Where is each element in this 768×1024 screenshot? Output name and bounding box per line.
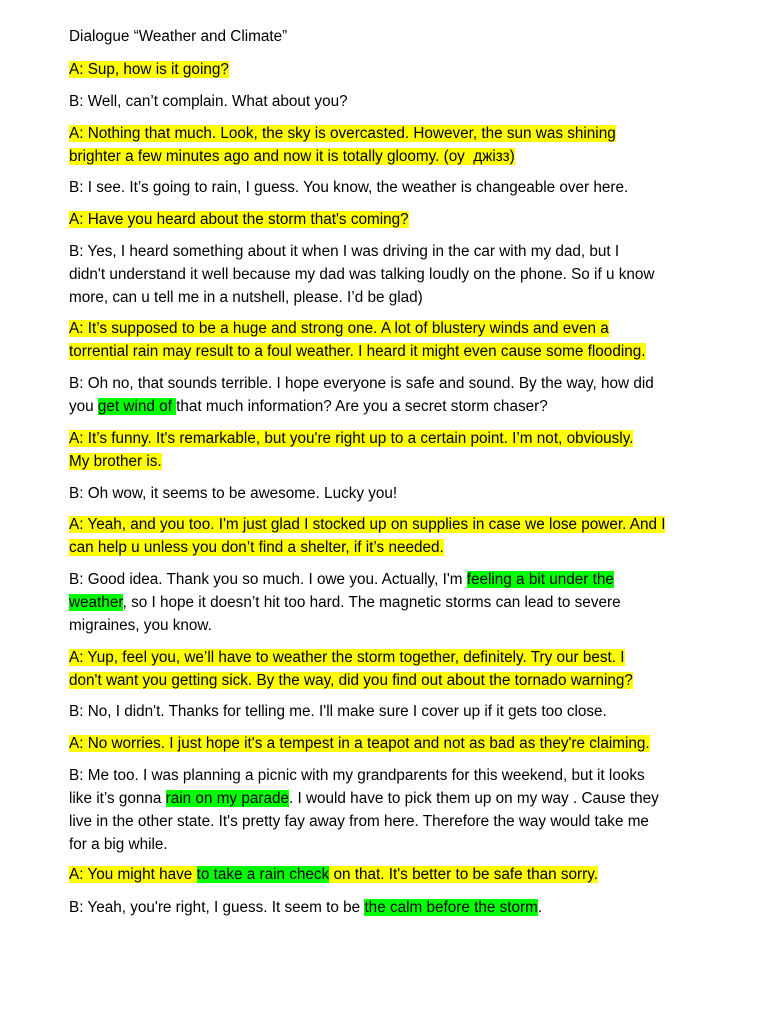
speaker-a-highlight: A: Yup, feel you, we’ll have to weather the storm together, definitely. Try our best. I — [69, 649, 625, 666]
dialogue-line — [69, 615, 212, 637]
speaker-a-highlight: on that. It's better to be safe than sorry. — [329, 866, 599, 883]
dialogue-line — [69, 373, 654, 395]
line-text: B: Me too. I was planning a picnic with my grandparents for this weekend, but it looks — [69, 767, 645, 784]
document-title: Dialogue “Weather and Climate” — [69, 28, 288, 45]
line-text: . — [537, 899, 543, 916]
idiom-highlight: get wind of — [97, 398, 177, 415]
line-text: migraines, you know. — [69, 617, 212, 634]
speaker-a-highlight: A: You might have — [69, 866, 197, 883]
line-text: that much information? Are you a secret storm chaser? — [176, 398, 548, 415]
dialogue-line — [69, 209, 409, 231]
line-text: live in the other state. It's pretty fay away from here. Therefore the way would take me — [69, 813, 649, 830]
dialogue-line — [69, 788, 659, 810]
dialogue-line — [69, 592, 621, 614]
speaker-a-highlight: A: It’s supposed to be a huge and strong one. A lot of blustery winds and even a — [69, 320, 609, 337]
dialogue-line — [69, 670, 633, 692]
dialogue-line — [69, 341, 646, 363]
dialogue-line — [69, 241, 619, 263]
speaker-a-highlight: don't want you getting sick. By the way, did you find out about the tornado warning? — [69, 672, 633, 689]
dialogue-line — [69, 569, 614, 591]
dialogue-line — [69, 864, 598, 886]
dialogue-line — [69, 287, 423, 309]
line-text: more, can u tell me in a nutshell, please. I’d be glad) — [69, 289, 423, 306]
speaker-a-highlight: A: No worries. I just hope it's a tempest in a teapot and not as bad as they're claiming. — [69, 735, 650, 752]
line-text: for a big while. — [69, 836, 168, 853]
line-text: like it’s gonna — [69, 790, 166, 807]
line-text: B: No, I didn't. Thanks for telling me. I'll make sure I cover up if it gets too close. — [69, 703, 607, 720]
line-text: didn't understand it well because my dad was talking loudly on the phone. So if u know — [69, 266, 655, 283]
speaker-a-highlight: can help u unless you don’t find a shelter, if it’s needed. — [69, 539, 444, 556]
line-text: B: Good idea. Thank you so much. I owe you. Actually, I'm — [69, 571, 467, 588]
dialogue-line — [69, 733, 650, 755]
dialogue-line — [69, 483, 397, 505]
line-text: B: Yeah, you're right, I guess. It seem to be — [69, 899, 365, 916]
idiom-highlight: to take a rain check — [196, 866, 330, 883]
dialogue-line — [69, 811, 649, 833]
dialogue-line — [69, 514, 665, 536]
dialogue-line — [69, 451, 162, 473]
dialogue-line — [69, 834, 168, 856]
idiom-highlight: the calm before the storm — [364, 899, 538, 916]
dialogue-line — [69, 59, 229, 81]
dialogue-line — [69, 701, 607, 723]
dialogue-line — [69, 177, 628, 199]
line-text: B: Oh no, that sounds terrible. I hope everyone is safe and sound. By the way, how did — [69, 375, 654, 392]
dialogue-line — [69, 123, 616, 145]
line-text: B: Oh wow, it seems to be awesome. Lucky you! — [69, 485, 398, 502]
dialogue-line — [69, 264, 654, 286]
speaker-a-highlight: brighter a few minutes ago and now it is totally gloomy. (оу джізз) — [69, 148, 515, 165]
speaker-a-highlight: A: It’s funny. It's remarkable, but you're right up to a certain point. I’m not, obviously. — [69, 430, 634, 447]
dialogue-line — [69, 146, 515, 168]
speaker-a-highlight: My brother is. — [69, 453, 162, 470]
dialogue-line — [69, 765, 645, 787]
speaker-a-highlight: torrential rain may result to a foul weather. I heard it might even cause some flooding. — [69, 343, 646, 360]
line-text: . I would have to pick them up on my way . Cause they — [288, 790, 659, 807]
idiom-highlight: feeling a bit under the — [466, 571, 614, 588]
idiom-highlight: weather — [69, 594, 123, 611]
line-text: , so I hope it doesn’t hit too hard. The magnetic storms can lead to severe — [122, 594, 621, 611]
speaker-a-highlight: A: Yeah, and you too. I'm just glad I stocked up on supplies in case we lose power. And I — [69, 516, 666, 533]
line-text: you — [69, 398, 98, 415]
idiom-highlight: rain on my parade — [165, 790, 289, 807]
speaker-a-highlight: A: Sup, how is it going? — [69, 61, 229, 78]
speaker-a-highlight: A: Have you heard about the storm that's coming? — [69, 211, 409, 228]
line-text: B: Yes, I heard something about it when I was driving in the car with my dad, but I — [69, 243, 620, 260]
speaker-a-highlight: A: Nothing that much. Look, the sky is overcasted. However, the sun was shining — [69, 125, 616, 142]
dialogue-line — [69, 91, 348, 113]
dialogue-line — [69, 647, 625, 669]
dialogue-line — [69, 537, 444, 559]
dialogue-line — [69, 428, 633, 450]
dialogue-line — [69, 396, 548, 418]
line-text: B: I see. It’s going to rain, I guess. You know, the weather is changeable over here. — [69, 179, 629, 196]
dialogue-line — [69, 318, 609, 340]
line-text: B: Well, can’t complain. What about you? — [69, 93, 348, 110]
dialogue-line — [69, 897, 542, 919]
